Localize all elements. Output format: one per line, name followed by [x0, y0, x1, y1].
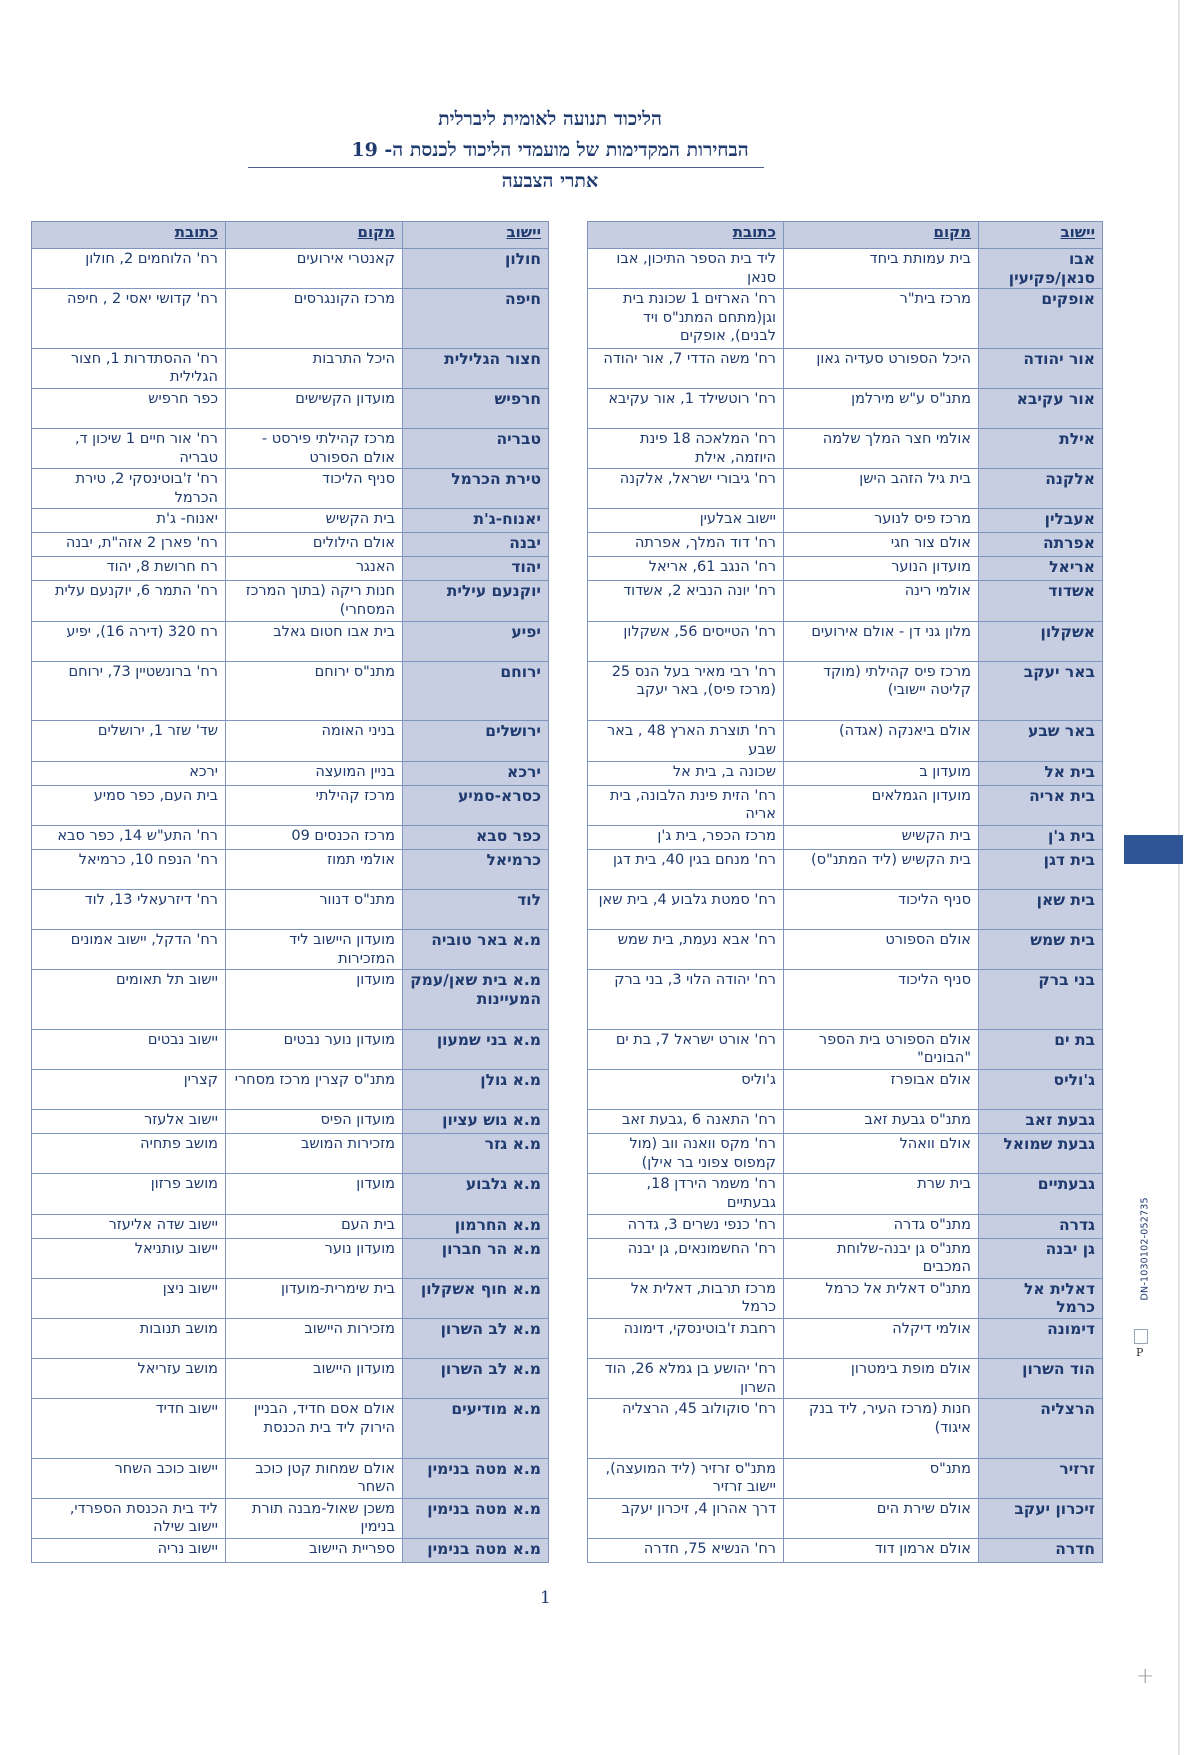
place-cell: מועדון — [226, 970, 403, 1030]
place-cell: מרכז קהילתי פירסט - אולם הספורט — [226, 429, 403, 469]
settlement-cell: גדרה — [979, 1214, 1103, 1238]
place-cell: מרכז פיס קהילתי (מוקד קליטה יישובי) — [784, 661, 979, 721]
place-cell: מועדון נוער נבטים — [226, 1029, 403, 1069]
table-row — [588, 1029, 1103, 1069]
table-row — [32, 1069, 549, 1109]
table-row — [588, 825, 1103, 849]
place-cell: בניני האומה — [226, 721, 403, 761]
table-header-row — [32, 222, 549, 249]
table-row — [32, 348, 549, 388]
place-cell: בית העם — [226, 1214, 403, 1238]
place-cell: בית שימרית-מועדון — [226, 1278, 403, 1318]
place-cell: מתנ"ס ירוחם — [226, 661, 403, 721]
place-cell: אולם שמחות קטן כוכב השחר — [226, 1458, 403, 1498]
settlement-cell: אור יהודה — [979, 348, 1103, 388]
table-row — [588, 388, 1103, 428]
address-cell: רח' ז'בוטינסקי 2, טירת הכרמל — [32, 469, 226, 509]
address-cell: יישוב שדה אליעזר — [32, 1214, 226, 1238]
address-cell: רח' הלוחמים 2, חולון — [32, 249, 226, 289]
settlement-cell: כרמיאל — [403, 849, 549, 889]
place-cell: בית גיל הזהב הישן — [784, 469, 979, 509]
column-header-settlement: יישוב — [403, 222, 549, 249]
place-cell: מועדון הפיס — [226, 1110, 403, 1134]
address-cell: רח' יהודה הלוי 3, בני ברק — [588, 970, 784, 1030]
settlement-cell: אבו סנאן/פקיעין — [979, 249, 1103, 289]
table-row — [32, 581, 549, 621]
place-cell: אולמי רינה — [784, 581, 979, 621]
place-cell: מרכז בית"ר — [784, 289, 979, 349]
table-row — [588, 1174, 1103, 1214]
table-row — [32, 1399, 549, 1459]
column-header-place: מקום — [784, 222, 979, 249]
polling-sites-table-right — [587, 221, 1103, 1563]
table-row — [32, 1110, 549, 1134]
table-row — [588, 1110, 1103, 1134]
settlement-cell: בני ברק — [979, 970, 1103, 1030]
place-cell: מתנ"ס גבעת זאב — [784, 1110, 979, 1134]
place-cell: אולם אסם חדיד, הבניין הירוק ליד בית הכנסת — [226, 1399, 403, 1459]
address-cell: רחבת ז'בוטינסקי, דימונה — [588, 1318, 784, 1358]
table-row — [32, 1458, 549, 1498]
settlement-cell: גבעתיים — [979, 1174, 1103, 1214]
address-cell: ליד בית הכנסת הספרדי, יישוב שילה — [32, 1498, 226, 1538]
table-row — [588, 348, 1103, 388]
address-cell: יישוב נבטים — [32, 1029, 226, 1069]
place-cell: ספריית היישוב — [226, 1539, 403, 1563]
table-row — [32, 970, 549, 1030]
place-cell: אולם שירת הים — [784, 1498, 979, 1538]
table-row — [588, 661, 1103, 721]
address-cell: מושב תנובות — [32, 1318, 226, 1358]
address-cell: רח' הטייסים 56, אשקלון — [588, 621, 784, 661]
settlement-cell: אופקים — [979, 289, 1103, 349]
table-row — [588, 761, 1103, 785]
settlement-cell: חדרה — [979, 1539, 1103, 1563]
settlement-cell: לוד — [403, 889, 549, 929]
address-cell: דרך אהרון 4, זיכרון יעקב — [588, 1498, 784, 1538]
place-cell: מזכירות היישוב — [226, 1318, 403, 1358]
place-cell: מרכז קהילתי — [226, 785, 403, 825]
settlement-cell: אריאל — [979, 557, 1103, 581]
settlement-cell: בית שמש — [979, 930, 1103, 970]
address-cell: שכונה ב, בית אל — [588, 761, 784, 785]
address-cell: יישוב אבלעין — [588, 509, 784, 533]
place-cell: בית הקשיש — [226, 509, 403, 533]
settlement-cell: בית דגן — [979, 849, 1103, 889]
table-row — [588, 429, 1103, 469]
address-cell: רח' יונה הנביא 2, אשדוד — [588, 581, 784, 621]
table-row — [588, 1134, 1103, 1174]
table-row — [32, 889, 549, 929]
title-divider — [248, 167, 764, 168]
polling-sites-table-left — [31, 221, 549, 1563]
address-cell: רח' דוד המלך, אפרתה — [588, 533, 784, 557]
settlement-cell: מ.א גלבוע — [403, 1174, 549, 1214]
settlement-cell: אור עקיבא — [979, 388, 1103, 428]
settlement-cell: מ.א לב השרון — [403, 1359, 549, 1399]
settlement-cell: אשדוד — [979, 581, 1103, 621]
place-cell: מועדון ב — [784, 761, 979, 785]
settlement-cell: ירוחם — [403, 661, 549, 721]
place-cell: מועדון נוער — [226, 1238, 403, 1278]
table-row — [32, 509, 549, 533]
table-row — [588, 249, 1103, 289]
place-cell: אולם וואהל — [784, 1134, 979, 1174]
table-row — [32, 1359, 549, 1399]
address-cell: מושב פרזון — [32, 1174, 226, 1214]
settlement-cell: באר יעקב — [979, 661, 1103, 721]
table-row — [32, 388, 549, 428]
settlement-cell: יהוד — [403, 557, 549, 581]
table-row — [588, 1214, 1103, 1238]
place-cell: האנגר — [226, 557, 403, 581]
place-cell: מתנ"ס קצרין מרכז מסחרי — [226, 1069, 403, 1109]
place-cell: אולם אבופרז — [784, 1069, 979, 1109]
settlement-cell: גבעת שמואל — [979, 1134, 1103, 1174]
table-row — [32, 785, 549, 825]
settlement-cell: כפר סבא — [403, 825, 549, 849]
address-cell: רח' אורט ישראל 7, בת ים — [588, 1029, 784, 1069]
table-row — [588, 1539, 1103, 1563]
table-row — [32, 661, 549, 721]
place-cell: מתנ"ס ע"ש מירלמן — [784, 388, 979, 428]
settlement-cell: הרצליה — [979, 1399, 1103, 1459]
address-cell: רח 320 (דירה 16), יפיע — [32, 621, 226, 661]
table-row — [32, 849, 549, 889]
settlement-cell: יוקנעם עילית — [403, 581, 549, 621]
place-cell: אולם ביאנקה (אגדה) — [784, 721, 979, 761]
address-cell: רח' הזית פינת הלבונה, בית אריה — [588, 785, 784, 825]
address-cell: ג'וליס — [588, 1069, 784, 1109]
table-row — [588, 1359, 1103, 1399]
table-row — [588, 581, 1103, 621]
address-cell: יישוב ניצן — [32, 1278, 226, 1318]
address-cell: רח' הנגב 61, אריאל — [588, 557, 784, 581]
address-cell: יישוב חדיד — [32, 1399, 226, 1459]
place-cell: מלון גני דן - אולם אירועים — [784, 621, 979, 661]
settlement-cell: כסרא-סמיע — [403, 785, 549, 825]
address-cell: רח' ברונשטיין 73, ירוחם — [32, 661, 226, 721]
table-row — [588, 289, 1103, 349]
table-row — [32, 1238, 549, 1278]
table-row — [588, 509, 1103, 533]
settlement-cell: בית אל — [979, 761, 1103, 785]
table-row — [588, 1399, 1103, 1459]
address-cell: רח' התמר 6, יוקנעם עלית — [32, 581, 226, 621]
table-row — [32, 469, 549, 509]
settlement-cell: בית שאן — [979, 889, 1103, 929]
page-number: 1 — [540, 1588, 551, 1608]
table-row — [32, 1134, 549, 1174]
place-cell: מועדון הנוער — [784, 557, 979, 581]
settlement-cell: בת ים — [979, 1029, 1103, 1069]
page-edge — [1178, 0, 1180, 1755]
table-row — [32, 1174, 549, 1214]
settlement-cell: מ.א הר חברון — [403, 1238, 549, 1278]
table-row — [32, 930, 549, 970]
table-row — [588, 1458, 1103, 1498]
address-cell: יאנוח- ג'ת — [32, 509, 226, 533]
table-row — [32, 289, 549, 349]
table-row — [32, 1214, 549, 1238]
address-cell: יישוב נריה — [32, 1539, 226, 1563]
address-cell: רח' הנשיא 75, חדרה — [588, 1539, 784, 1563]
table-row — [588, 721, 1103, 761]
place-cell: היכל התרבות — [226, 348, 403, 388]
table-row — [588, 1498, 1103, 1538]
address-cell: ירכא — [32, 761, 226, 785]
side-mark: P — [1136, 1346, 1144, 1359]
place-cell: אולם מופת בימטרון — [784, 1359, 979, 1399]
place-cell: חנות (מרכז העיר, ליד בנק איגוד) — [784, 1399, 979, 1459]
settlement-cell: אשקלון — [979, 621, 1103, 661]
place-cell: אולם ארמון דוד — [784, 1539, 979, 1563]
address-cell: רח' משה הדדי 7, אור יהודה — [588, 348, 784, 388]
place-cell: חנות ריקה (בתוך המרכז המסחרי) — [226, 581, 403, 621]
table-row — [32, 533, 549, 557]
address-cell: רח' כנפי נשרים 3, גדרה — [588, 1214, 784, 1238]
settlement-cell: מ.א גוש עציון — [403, 1110, 549, 1134]
place-cell: סניף הליכוד — [784, 889, 979, 929]
table-row — [588, 533, 1103, 557]
settlement-cell: ג'וליס — [979, 1069, 1103, 1109]
settlement-cell: מ.א בני שמעון — [403, 1029, 549, 1069]
address-cell: מושב פתחיה — [32, 1134, 226, 1174]
address-cell: רח' קדושי יאסי 2 , חיפה — [32, 289, 226, 349]
column-header-address: כתובת — [32, 222, 226, 249]
table-row — [588, 1069, 1103, 1109]
settlement-cell: חצור הגלילית — [403, 348, 549, 388]
address-cell: יישוב אלעזר — [32, 1110, 226, 1134]
settlement-cell: חולון — [403, 249, 549, 289]
address-cell: רח' החשמונאים, גן יבנה — [588, 1238, 784, 1278]
settlement-cell: מ.א באר טוביה — [403, 930, 549, 970]
settlement-cell: באר שבע — [979, 721, 1103, 761]
settlement-cell: גן יבנה — [979, 1238, 1103, 1278]
place-cell: אולם צור חגי — [784, 533, 979, 557]
settlement-cell: ירכא — [403, 761, 549, 785]
address-cell: רח' הנפח 10, כרמיאל — [32, 849, 226, 889]
doc-title-org: הליכוד תנועה לאומית ליברלית — [438, 108, 662, 130]
place-cell: אולמי דיקלה — [784, 1318, 979, 1358]
settlement-cell: אילת — [979, 429, 1103, 469]
settlement-cell: אעבלין — [979, 509, 1103, 533]
table-row — [588, 1238, 1103, 1278]
table-row — [32, 825, 549, 849]
table-row — [588, 1318, 1103, 1358]
zoom-in-icon[interactable]: + — [1136, 1664, 1155, 1689]
address-cell: רח' יהושע בן גמלא 26, הוד השרון — [588, 1359, 784, 1399]
column-header-address: כתובת — [588, 222, 784, 249]
settlement-cell: מ.א גזר — [403, 1134, 549, 1174]
doc-subtitle: אתרי הצבעה — [501, 170, 599, 192]
table-row — [32, 621, 549, 661]
place-cell: אולם הספורט בית הספר "הבונים" — [784, 1029, 979, 1069]
address-cell: רח' התאנה 6 ,גבעת זאב — [588, 1110, 784, 1134]
settlement-cell: חרפיש — [403, 388, 549, 428]
column-header-settlement: יישוב — [979, 222, 1103, 249]
settlement-cell: יאנוח-ג'ת — [403, 509, 549, 533]
place-cell: סניף הליכוד — [226, 469, 403, 509]
table-row — [588, 785, 1103, 825]
settlement-cell: יפיע — [403, 621, 549, 661]
address-cell: רח' תוצרת הארץ 48 , באר שבע — [588, 721, 784, 761]
table-row — [588, 889, 1103, 929]
place-cell: בית הקשיש — [784, 825, 979, 849]
table-row — [32, 1539, 549, 1563]
place-cell: משכן שאול-מבנה תורת בנימין — [226, 1498, 403, 1538]
address-cell: רח' משמר הירדן 18, גבעתיים — [588, 1174, 784, 1214]
address-cell: שד' שזר 1, ירושלים — [32, 721, 226, 761]
doc-title-primaries: הבחירות המקדימות של מועמדי הליכוד לכנסת ה- 19 — [351, 139, 749, 161]
address-cell: קצרין — [32, 1069, 226, 1109]
table-row — [588, 930, 1103, 970]
place-cell: מועדון הגמלאים — [784, 785, 979, 825]
place-cell: מתנ"ס דאלית אל כרמל — [784, 1278, 979, 1318]
place-cell: אולמי תמוז — [226, 849, 403, 889]
address-cell: רח' מנחם בגין 40, בית דגן — [588, 849, 784, 889]
address-cell: ליד בית הספר התיכון, אבו סנאן — [588, 249, 784, 289]
place-cell: מועדון היישוב — [226, 1359, 403, 1399]
place-cell: אולמי חצר המלך שלמה — [784, 429, 979, 469]
place-cell: מרכז הקונגרסים — [226, 289, 403, 349]
place-cell: קאנטרי אירועים — [226, 249, 403, 289]
address-cell: רח' המלאכה 18 פינת היוזמה, אילת — [588, 429, 784, 469]
document-id-stamp: DN-1030102-052735 — [1139, 1197, 1151, 1301]
address-cell: רח' הדקל, יישוב אמונים — [32, 930, 226, 970]
table-row — [32, 429, 549, 469]
place-cell: מתנ"ס גן יבנה-שלוחת המכבים — [784, 1238, 979, 1278]
settlement-cell: יבנה — [403, 533, 549, 557]
settlement-cell: זיכרון יעקב — [979, 1498, 1103, 1538]
place-cell: היכל הספורט סעדיה גאון — [784, 348, 979, 388]
settlement-cell: ירושלים — [403, 721, 549, 761]
table-row — [588, 970, 1103, 1030]
address-cell: כפר חרפיש — [32, 388, 226, 428]
place-cell: מועדון היישוב ליד המזכירות — [226, 930, 403, 970]
settlement-cell: מ.א מטה בנימין — [403, 1498, 549, 1538]
address-cell: רח' ההסתדרות 1, חצור הגלילית — [32, 348, 226, 388]
table-row — [588, 621, 1103, 661]
address-cell: רח' אור חיים 1 שיכון ד, טבריה — [32, 429, 226, 469]
place-cell: אולם הילולים — [226, 533, 403, 557]
address-cell: רח' פארן 2 אזה"ת, יבנה — [32, 533, 226, 557]
settlement-cell: טבריה — [403, 429, 549, 469]
settlement-cell: מ.א בית שאן/עמק המעיינות — [403, 970, 549, 1030]
table-row — [32, 557, 549, 581]
table-row — [32, 1318, 549, 1358]
place-cell: סניף הליכוד — [784, 970, 979, 1030]
settlement-cell: דאלית אל כרמל — [979, 1278, 1103, 1318]
table-row — [588, 557, 1103, 581]
address-cell: רח' דיזרעאלי 13, לוד — [32, 889, 226, 929]
bookmark-tab[interactable] — [1124, 835, 1183, 864]
address-cell: יישוב תל תאומים — [32, 970, 226, 1030]
address-cell: מתנ"ס זרזיר (ליד המועצה), יישוב זרזיר — [588, 1458, 784, 1498]
address-cell: רח' גיבורי ישראל, אלקנה — [588, 469, 784, 509]
settlement-cell: מ.א מטה בנימין — [403, 1539, 549, 1563]
table-row — [588, 469, 1103, 509]
place-cell: בית הקשיש (ליד המתנ"ס) — [784, 849, 979, 889]
place-cell: מתנ"ס גדרה — [784, 1214, 979, 1238]
place-cell: בית עמותת ביחד — [784, 249, 979, 289]
settlement-cell: זרזיר — [979, 1458, 1103, 1498]
settlement-cell: גבעת זאב — [979, 1110, 1103, 1134]
place-cell: מועדון — [226, 1174, 403, 1214]
address-cell: רח' מקס וואנה ווב (מול קמפוס צפוני בר אילן) — [588, 1134, 784, 1174]
address-cell: רח' הארזים 1 שכונת בית וגן(מתחם המתנ"ס ויד לבנים), אופקים — [588, 289, 784, 349]
address-cell: רח' סוקולוב 45, הרצליה — [588, 1399, 784, 1459]
table-row — [32, 1498, 549, 1538]
settlement-cell: מ.א לב השרון — [403, 1318, 549, 1358]
settlement-cell: דימונה — [979, 1318, 1103, 1358]
settlement-cell: מ.א מודיעים — [403, 1399, 549, 1459]
place-cell: מתנ"ס דנוור — [226, 889, 403, 929]
settlement-cell: מ.א החרמון — [403, 1214, 549, 1238]
place-cell: מתנ"ס — [784, 1458, 979, 1498]
table-row — [32, 1278, 549, 1318]
settlement-cell: טירת הכרמל — [403, 469, 549, 509]
address-cell: מרכז תרבות, דאלית אל כרמל — [588, 1278, 784, 1318]
settlement-cell: בית ג'ן — [979, 825, 1103, 849]
column-header-place: מקום — [226, 222, 403, 249]
address-cell: מושב עזריאל — [32, 1359, 226, 1399]
settlement-cell: מ.א חוף אשקלון — [403, 1278, 549, 1318]
address-cell: רח' סמטת גלבוע 4, בית שאן — [588, 889, 784, 929]
place-cell: מרכז פיס לנוער — [784, 509, 979, 533]
place-cell: מועדון הקשישים — [226, 388, 403, 428]
address-cell: רח' אבא נעמת, בית שמש — [588, 930, 784, 970]
address-cell: רח' רבי מאיר בעל הנס 25 (מרכז פיס), באר יעקב — [588, 661, 784, 721]
table-row — [32, 761, 549, 785]
settlement-cell: מ.א מטה בנימין — [403, 1458, 549, 1498]
address-cell: יישוב עותניאל — [32, 1238, 226, 1278]
table-row — [588, 1278, 1103, 1318]
place-cell: אולם הספורט — [784, 930, 979, 970]
place-cell: מרכז הכנסים 09 — [226, 825, 403, 849]
settlement-cell: הוד השרון — [979, 1359, 1103, 1399]
settlement-cell: בית אריה — [979, 785, 1103, 825]
address-cell: מרכז הכפר, בית ג'ן — [588, 825, 784, 849]
place-cell: בניין המועצה — [226, 761, 403, 785]
side-checkbox[interactable] — [1134, 1329, 1148, 1344]
table-row — [32, 721, 549, 761]
place-cell: בית שרת — [784, 1174, 979, 1214]
table-row — [32, 1029, 549, 1069]
address-cell: רח' רוטשילד 1, אור עקיבא — [588, 388, 784, 428]
address-cell: יישוב כוכב השחר — [32, 1458, 226, 1498]
table-row — [32, 249, 549, 289]
table-row — [588, 849, 1103, 889]
settlement-cell: חיפה — [403, 289, 549, 349]
address-cell: בית העם, כפר סמיע — [32, 785, 226, 825]
settlement-cell: אפרתה — [979, 533, 1103, 557]
table-header-row — [588, 222, 1103, 249]
settlement-cell: אלקנה — [979, 469, 1103, 509]
settlement-cell: מ.א גולן — [403, 1069, 549, 1109]
place-cell: בית אבו חטום גאלב — [226, 621, 403, 661]
address-cell: רח' התע"ש 14, כפר סבא — [32, 825, 226, 849]
address-cell: רח חרושת 8, יהוד — [32, 557, 226, 581]
place-cell: מזכירות המושב — [226, 1134, 403, 1174]
